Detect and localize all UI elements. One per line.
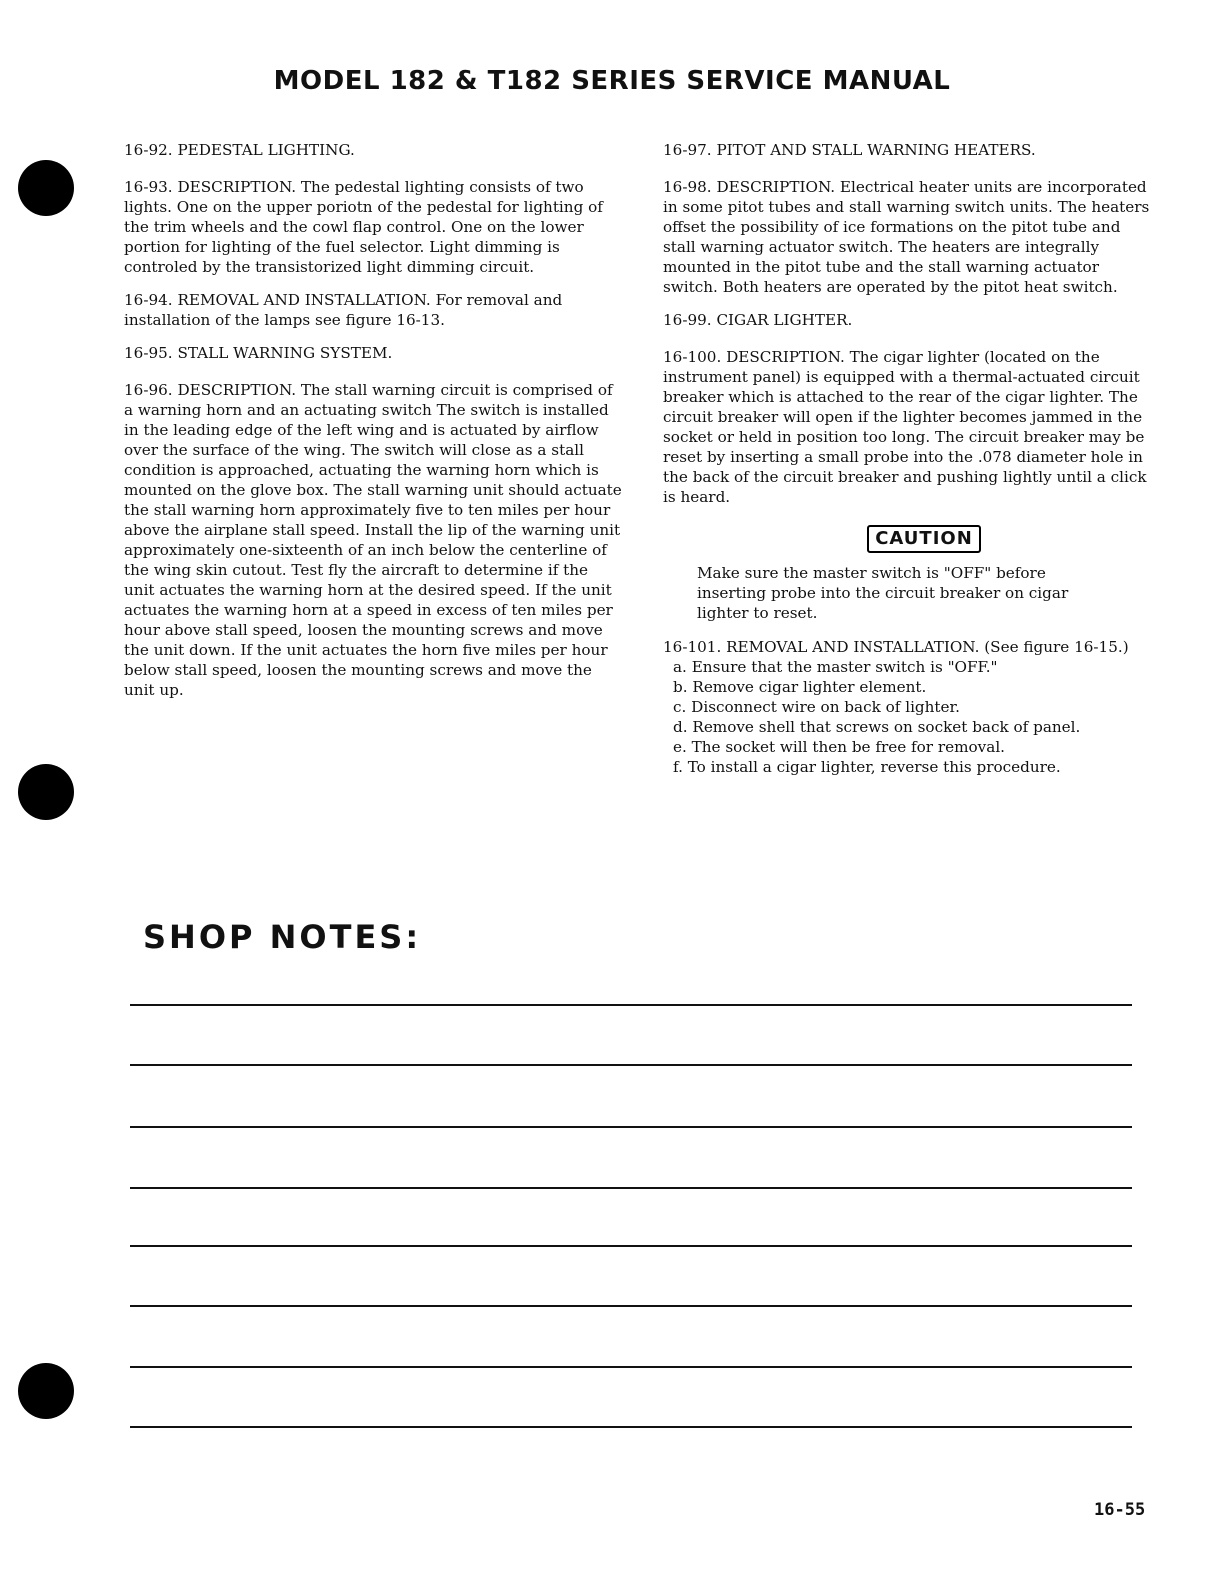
page-title: MODEL 182 & T182 SERIES SERVICE MANUAL [273, 66, 951, 96]
list-item: f. To install a cigar lighter, reverse this procedure. [673, 758, 1061, 776]
list-item: e. The socket will then be free for removal. [673, 738, 1006, 756]
list-item: d. Remove shell that screws on socket back of panel. [673, 718, 1081, 736]
note-line [130, 1004, 1132, 1006]
list-item: c. Disconnect wire on back of lighter. [673, 698, 960, 716]
binder-hole-middle [18, 764, 74, 820]
section-heading-stall-warning: 16-95. STALL WARNING SYSTEM. [124, 344, 393, 362]
page-number: 16-55 [1094, 1500, 1146, 1520]
section-heading-cigar-lighter: 16-99. CIGAR LIGHTER. [663, 311, 853, 329]
left-column [124, 140, 622, 713]
shop-notes-label: SHOP NOTES: [143, 918, 422, 956]
note-line [130, 1305, 1132, 1307]
section-heading-pitot-heaters: 16-97. PITOT AND STALL WARNING HEATERS. [663, 141, 1036, 159]
note-line [130, 1064, 1132, 1066]
binder-hole-bottom [18, 1363, 74, 1419]
paragraph-cigar-lighter-description: 16-100. DESCRIPTION. The cigar lighter (located on the instrument panel) is equipped with a thermal-actuated circuit breaker which is attached to the rear of the cigar lighter. The circuit breaker will open if the lighter becomes jammed in the socket or held in position too long. The circuit breaker may be reset by inserting a small probe into the .078 diameter hole in the back of the circuit breaker and pushing lightly until a click is heard. [663, 348, 1147, 506]
section-heading-pedestal-lighting: 16-92. PEDESTAL LIGHTING. [124, 141, 355, 159]
paragraph-pedestal-description: 16-93. DESCRIPTION. The pedestal lighting consists of two lights. One on the upper poriotn of the pedestal for lighting of the trim wheels and the cowl flap control. One on the lower portion for lighting of the fuel selector. Light dimming is controled by the transistorized light dimming circuit. [124, 178, 603, 276]
paragraph-removal-heading: 16-101. REMOVAL AND INSTALLATION. (See figure 16-15.) [663, 638, 1129, 656]
note-line [130, 1426, 1132, 1428]
note-line [130, 1187, 1132, 1189]
caution-badge: CAUTION [867, 525, 981, 553]
removal-steps-list [663, 657, 1155, 777]
note-line [130, 1126, 1132, 1128]
paragraph-heater-description: 16-98. DESCRIPTION. Electrical heater units are incorporated in some pitot tubes and stall warning switch units. The heaters offset the possibility of ice formations on the pitot tube and stall warning actuator switch. The heaters are integrally mounted in the pitot tube and the stall warning actuator switch. Both heaters are operated by the pitot heat switch. [663, 178, 1150, 296]
caution-text: Make sure the master switch is "OFF" before inserting probe into the circuit breaker on cigar lighter to reset. [697, 564, 1069, 622]
paragraph-stall-warning-description: 16-96. DESCRIPTION. The stall warning circuit is comprised of a warning horn and an actuating switch The switch is installed in the leading edge of the left wing and is actuated by airflow over the surface of the wing. The switch will close as a stall condition is approached, actuating the warning horn which is mounted on the glove box. The stall warning unit should actuate the stall warning horn approximately five to ten miles per hour above the airplane stall speed. Install the lip of the warning unit approximately one-sixteenth of an inch below the centerline of the wing skin cutout. Test fly the aircraft to determine if the unit actuates the warning horn at the desired speed. If the unit actuates the warning horn at a speed in excess of ten miles per hour above stall speed, loosen the mounting screws and move the unit down. If the unit actuates the horn five miles per hour below stall speed, loosen the mounting screws and move the unit up. [124, 381, 622, 699]
note-line [130, 1245, 1132, 1247]
list-item: a. Ensure that the master switch is "OFF." [673, 658, 998, 676]
binder-hole-top [18, 160, 74, 216]
note-line [130, 1366, 1132, 1368]
right-column [663, 140, 1155, 777]
caution-container [663, 525, 1155, 553]
list-item: b. Remove cigar lighter element. [673, 678, 927, 696]
paragraph-pedestal-removal: 16-94. REMOVAL AND INSTALLATION. For removal and installation of the lamps see figure 16-13. [124, 291, 563, 329]
